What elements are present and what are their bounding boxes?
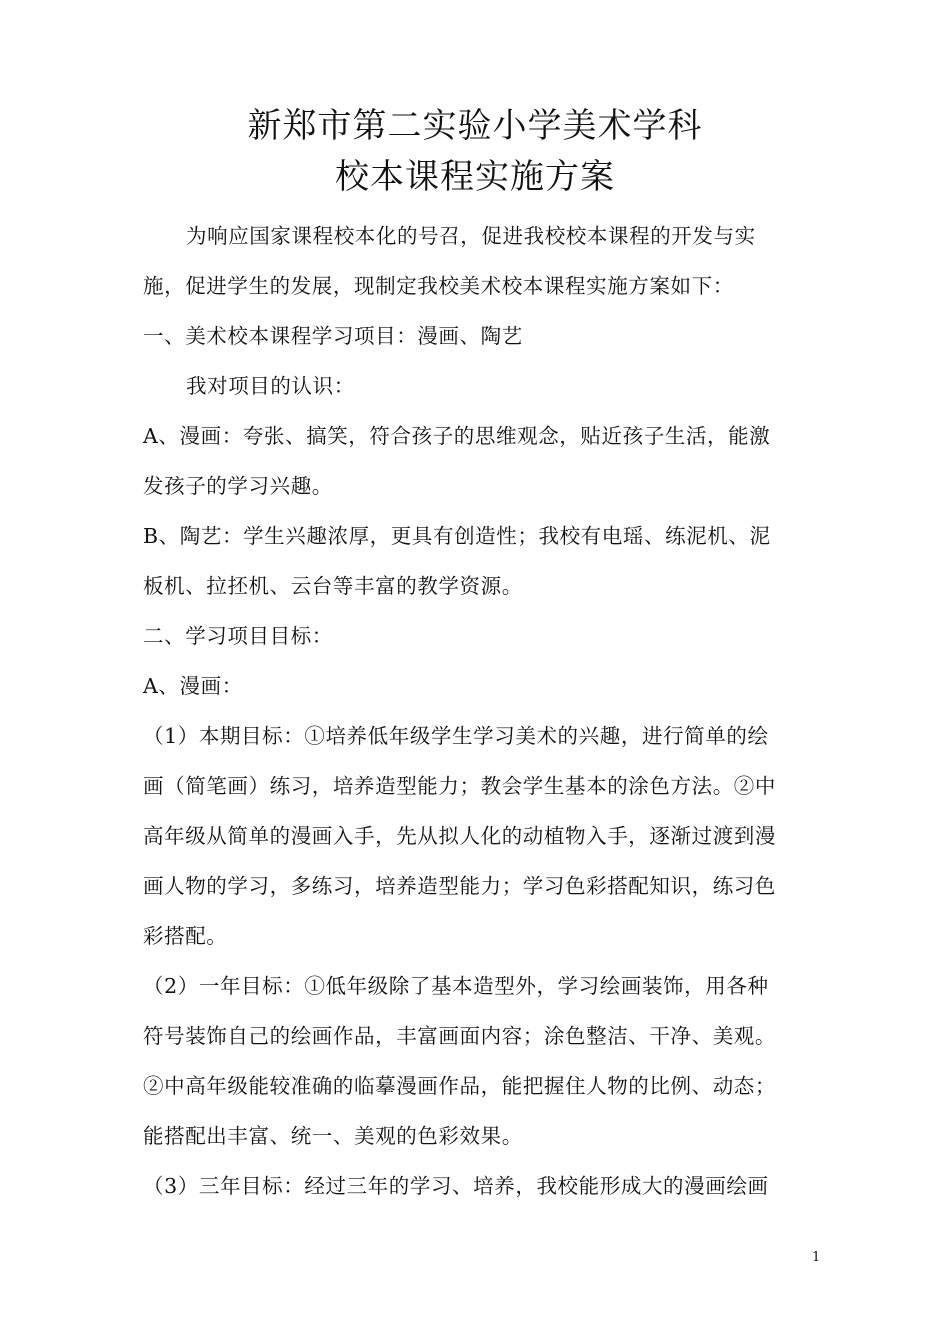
paragraph-line: 彩搭配。	[143, 924, 228, 948]
page-number: 1	[812, 1250, 821, 1265]
paragraph-line: 板机、拉抷机、云台等丰富的教学资源。	[143, 574, 523, 598]
paragraph-line: （3）三年目标：经过三年的学习、培养，我校能形成大的漫画绘画	[143, 1174, 769, 1198]
paragraph-line: （1）本期目标：①培养低年级学生学习美术的兴趣，进行简单的绘	[143, 724, 769, 748]
paragraph-line: 为响应国家课程校本化的号召，促进我校校本课程的开发与实	[186, 224, 756, 248]
paragraph-line: 施，促进学生的发展，现制定我校美术校本课程实施方案如下：	[143, 274, 734, 298]
paragraph-line: B、陶艺：学生兴趣浓厚，更具有创造性；我校有电瑶、练泥机、泥	[143, 524, 771, 548]
paragraph-line: 画人物的学习，多练习，培养造型能力；学习色彩搭配知识，练习色	[143, 874, 776, 898]
paragraph-line: A、漫画：夸张、搞笑，符合孩子的思维观念，贴近孩子生活，能激	[143, 424, 771, 448]
document-title-line-1: 新郑市第二实验小学美术学科	[247, 106, 703, 146]
subsection-heading: A、漫画：	[143, 674, 243, 698]
paragraph-line: 发孩子的学习兴趣。	[143, 474, 333, 498]
section-heading: 二、学习项目目标：	[143, 624, 333, 648]
paragraph-line: 能搭配出丰富、统一、美观的色彩效果。	[143, 1124, 523, 1148]
paragraph-line: 画（简笔画）练习，培养造型能力；教会学生基本的涂色方法。②中	[143, 774, 776, 798]
paragraph-line: 高年级从简单的漫画入手，先从拟人化的动植物入手，逐渐过渡到漫	[143, 824, 776, 848]
paragraph-line: ②中高年级能较准确的临摹漫画作品，能把握住人物的比例、动态；	[143, 1074, 776, 1098]
section-heading: 一、美术校本课程学习项目：漫画、陶艺	[143, 324, 523, 348]
paragraph-line: 符号装饰自己的绘画作品，丰富画面内容；涂色整洁、干净、美观。	[143, 1024, 776, 1048]
paragraph-line: 我对项目的认识：	[186, 374, 355, 398]
document-title-line-2: 校本课程实施方案	[335, 157, 615, 197]
paragraph-line: （2）一年目标：①低年级除了基本造型外，学习绘画装饰，用各种	[143, 974, 769, 998]
